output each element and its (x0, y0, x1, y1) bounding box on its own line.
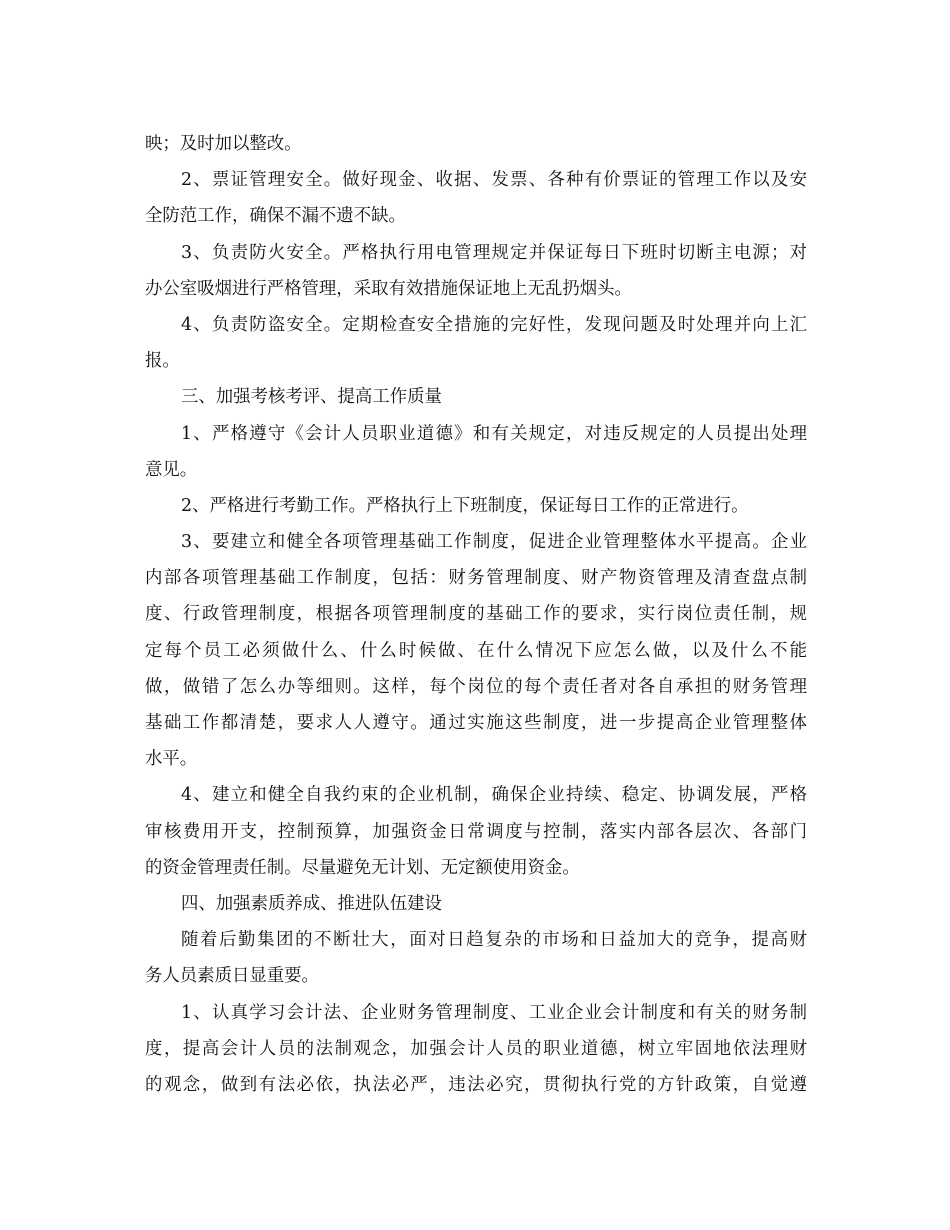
text-line: 映；及时加以整改。 (145, 134, 302, 154)
text-line: 内部各项管理基础工作制度，包括：财务管理制度、财产物资管理及清查盘点制 (145, 568, 807, 589)
text-line: 的资金管理责任制。尽量避免无计划、无定额使用资金。 (145, 857, 580, 878)
text-line: 四、加强素质养成、推进队伍建设 (181, 893, 442, 914)
text-line: 务人员素质日显重要。 (145, 966, 319, 987)
text-line: 做，做错了怎么办等细则。这样，每个岗位的每个责任者对各自承担的财务管理 (145, 676, 807, 697)
text-line: 度、行政管理制度，根据各项管理制度的基础工作的要求，实行岗位责任制，规 (145, 604, 807, 625)
text-line: 意见。 (145, 459, 198, 480)
text-line: 1、认真学习会计法、企业财务管理制度、工业企业会计制度和有关的财务制 (181, 1002, 807, 1023)
text-line: 办公室吸烟进行严格管理，采取有效措施保证地上无乱扔烟头。 (145, 278, 632, 299)
text-line: 的观念，做到有法必依，执法必严，违法必究，贯彻执行党的方针政策，自觉遵 (145, 1074, 807, 1095)
text-line: 2、严格进行考勤工作。严格执行上下班制度，保证每日工作的正常进行。 (181, 495, 749, 516)
text-line: 3、要建立和健全各项管理基础工作制度，促进企业管理整体水平提高。企业 (181, 532, 807, 553)
text-line: 基础工作都清楚，要求人人遵守。通过实施这些制度，进一步提高企业管理整体 (145, 713, 807, 733)
text-line: 报。 (145, 351, 180, 372)
text-line: 4、建立和健全自我约束的企业机制，确保企业持续、稳定、协调发展，严格 (181, 785, 807, 806)
document-body (145, 126, 807, 1103)
text-line: 2、票证管理安全。做好现金、收据、发票、各种有价票证的管理工作以及安 (181, 170, 807, 191)
text-line: 度，提高会计人员的法制观念，加强会计人员的职业道德，树立牢固地依法理财 (145, 1038, 807, 1059)
text-line: 审核费用开支，控制预算，加强资金日常调度与控制，落实内部各层次、各部门 (145, 821, 807, 842)
text-line: 1、严格遵守《会计人员职业道德》和有关规定，对违反规定的人员提出处理 (181, 423, 807, 444)
text-line: 水平。 (145, 749, 198, 770)
text-line: 3、负责防火安全。严格执行用电管理规定并保证每日下班时切断主电源；对 (181, 242, 807, 263)
text-line: 随着后勤集团的不断壮大，面对日趋复杂的市场和日益加大的竞争，提高财 (181, 930, 807, 951)
text-line: 定每个员工必须做什么、什么时候做、在什么情况下应怎么做，以及什么不能 (145, 640, 807, 661)
text-line: 三、加强考核考评、提高工作质量 (181, 387, 442, 408)
text-line: 全防范工作，确保不漏不遗不缺。 (145, 206, 406, 227)
text-line: 4、负责防盗安全。定期检查安全措施的完好性，发现问题及时处理并向上汇 (181, 314, 807, 335)
